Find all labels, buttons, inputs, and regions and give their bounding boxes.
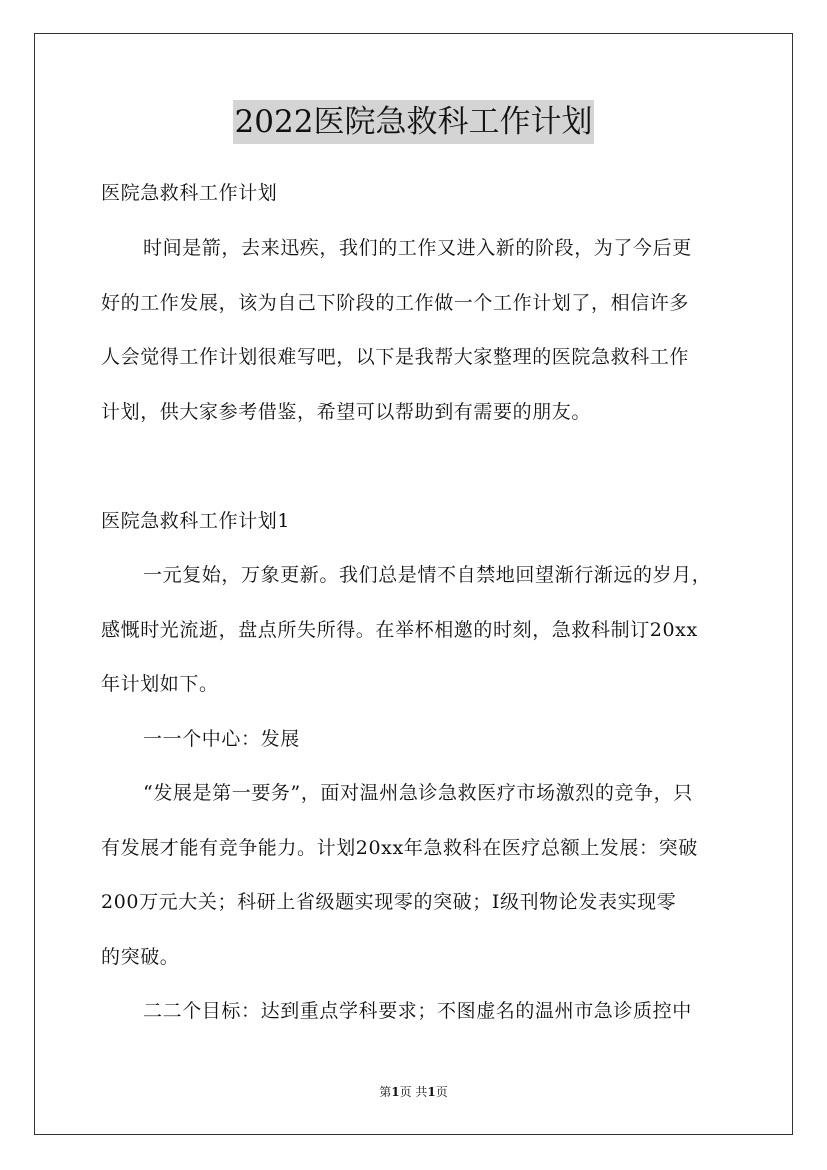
paragraph-line: 感慨时光流逝，盘点所失所得。在举杯相邀的时刻，急救科制订20xx [101, 619, 698, 641]
footer-suffix: 页 [435, 1085, 448, 1099]
paragraph-line: 二二个目标：达到重点学科要求；不图虚名的温州市急诊质控中 [143, 1000, 692, 1022]
page-footer [0, 1083, 827, 1100]
paragraph-line: 年计划如下。 [101, 673, 219, 695]
paragraph-line: 好的工作发展，该为自己下阶段的工作做一个工作计划了，相信许多 [101, 292, 690, 314]
paragraph-line: 200万元大关；科研上省级题实现零的突破；Ⅰ级刊物论发表实现零 [101, 891, 677, 913]
footer-mid: 页 共 [399, 1085, 428, 1099]
section-heading: 医院急救科工作计划1 [101, 510, 291, 532]
footer-page-total: 1 [427, 1085, 436, 1099]
section-heading: 医院急救科工作计划 [101, 182, 278, 204]
paragraph-line: “发展是第一要务”，面对温州急诊急救医疗市场激烈的竞争，只 [143, 782, 693, 804]
paragraph-line: 时间是箭，去来迅疾，我们的工作又进入新的阶段，为了今后更 [143, 237, 692, 259]
paragraph-line: 有发展才能有竞争能力。计划20xx年急救科在医疗总额上发展：突破 [101, 837, 698, 859]
paragraph-line: 计划，供大家参考借鉴，希望可以帮助到有需要的朋友。 [101, 401, 592, 423]
document-title: 2022医院急救科工作计划 [233, 100, 595, 144]
subheading-line: 一一个中心：发展 [143, 728, 300, 750]
paragraph-line: 的突破。 [101, 946, 180, 968]
paragraph-line: 人会觉得工作计划很难写吧，以下是我帮大家整理的医院急救科工作 [101, 346, 690, 368]
document-title-wrap [0, 100, 827, 144]
paragraph-line: 一元复始，万象更新。我们总是情不自禁地回望渐行渐远的岁月， [143, 564, 712, 586]
footer-prefix: 第 [379, 1085, 392, 1099]
footer-page-current: 1 [391, 1085, 400, 1099]
